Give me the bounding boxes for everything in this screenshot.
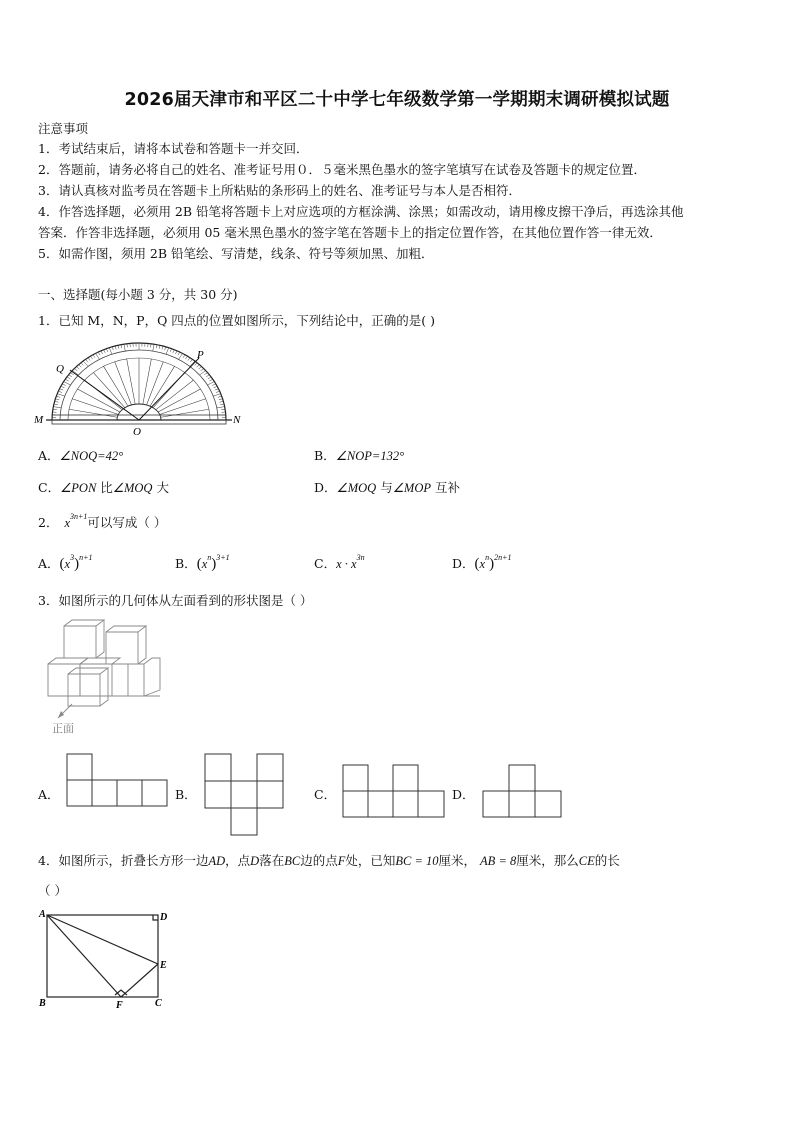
stem-text: ，点 (225, 853, 251, 868)
point-m-label: M (34, 414, 44, 426)
option-label: B． (175, 556, 197, 571)
option-angle-2: ∠MOQ (112, 481, 153, 495)
q1-option-a (38, 448, 123, 464)
math-point: D (250, 854, 260, 868)
question-number: 2． (38, 515, 59, 530)
stem-text: 落在 (259, 853, 285, 868)
q2-option-c (314, 553, 365, 572)
notice-item: 4．作答选择题，必须用 2B 铅笔将答题卡上对应选项的方框涂满、涂黑；如需改动，请用橡皮擦干净后，再选涂其他 (38, 204, 684, 219)
q3-option-c-figure (342, 764, 448, 820)
option-label: C． (38, 480, 61, 495)
stem-text: 处，已知 (345, 853, 396, 868)
solid-figure (44, 618, 170, 738)
point-a-label: A (39, 909, 46, 920)
q3-option-b-figure (204, 753, 286, 837)
point-n-label: N (233, 414, 241, 426)
option-angle-2: ∠MOP (392, 481, 431, 495)
math-inner-exponent: n (207, 553, 212, 562)
protractor-figure (34, 336, 244, 438)
question-1-stem: 1．已知 M，N，P，Q 四点的位置如图所示，下列结论中，正确的是( ) (38, 313, 436, 328)
option-label: D． (314, 480, 337, 495)
option-label: A． (38, 556, 60, 571)
option-angle-1: ∠MOQ (336, 481, 377, 495)
point-f-label: F (116, 1000, 123, 1010)
math-base: x (64, 557, 71, 571)
q3-option-c-label: C． (314, 787, 337, 802)
option-label: D． (452, 556, 475, 571)
math-outer-exponent: 3+1 (216, 553, 230, 562)
option-tail: 大 (152, 480, 169, 495)
math-exponent: 3n (356, 553, 365, 562)
question-3-stem: 3．如图所示的几何体从左面看到的形状图是（ ） (38, 593, 313, 608)
point-e-label: E (160, 960, 167, 971)
math-expression: x · x (336, 557, 357, 571)
math-inner-exponent: 3 (70, 553, 75, 562)
section-heading: 一、选择题(每小题 3 分，共 30 分) (38, 287, 238, 302)
q1-option-d (314, 480, 460, 496)
option-angle-1: ∠PON (60, 481, 97, 495)
question-4-stem (38, 853, 620, 869)
math-equation: BC = 10 (395, 854, 439, 868)
math-exponent: 3n+1 (70, 512, 88, 521)
option-label: C． (314, 556, 337, 571)
q3-option-a-label: A． (38, 787, 60, 802)
front-view-label: 正面 (52, 723, 74, 735)
option-text: ∠NOP=132° (335, 449, 405, 463)
option-connector: 与 (376, 480, 393, 495)
stem-text: 的长 (594, 853, 620, 868)
math-outer-exponent: n+1 (79, 553, 93, 562)
q3-option-a-figure (66, 753, 170, 809)
q1-option-c (38, 480, 169, 496)
question-2-stem (38, 512, 167, 531)
q3-option-d-label: D． (452, 787, 475, 802)
math-segment: AD (208, 854, 226, 868)
option-text: ∠NOQ=42° (59, 449, 124, 463)
notice-item: 3．请认真核对监考员在答题卡上所粘贴的条形码上的姓名、准考证号与本人是否相符． (38, 183, 521, 198)
point-d-label: D (160, 912, 168, 923)
stem-text: 厘米，那么 (516, 853, 579, 868)
notice-item: 1．考试结束后，请将本试卷和答题卡一并交回． (38, 141, 309, 156)
stem-text: 厘米， (438, 853, 477, 868)
option-tail: 互补 (430, 480, 460, 495)
point-o-label: O (133, 426, 141, 438)
math-base: x (479, 557, 486, 571)
q2-option-a: A．$(x^3)^{n+1}$ (38, 553, 93, 572)
math-point: F (337, 854, 346, 868)
stem-text: 4．如图所示，折叠长方形一边 (38, 853, 209, 868)
rectangle-fold-figure (36, 906, 172, 1010)
math-inner-exponent: n (485, 553, 490, 562)
question-4-paren: （ ） (38, 883, 67, 898)
math-segment: CE (578, 854, 595, 868)
q3-option-d-figure (482, 764, 564, 820)
q1-option-b (314, 448, 404, 464)
page-title: 2026届天津市和平区二十中学七年级数学第一学期期末调研模拟试题 (124, 90, 670, 110)
notice-item: 2．答题前，请务必将自己的姓名、准考证号用０．５毫米黑色墨水的签字笔填写在试卷及答题卡的规定位置． (38, 162, 646, 177)
stem-text: 边的点 (300, 853, 338, 868)
question-tail: 可以写成（ ） (87, 515, 167, 530)
q2-option-b: B．$(x^n)^{3+1}$ (175, 553, 230, 572)
math-equation: AB = 8 (480, 854, 517, 868)
point-p-label: P (197, 349, 204, 361)
q3-option-b-label: B． (175, 787, 197, 802)
q2-option-d: D．$(x^n)^{2n+1}$ (452, 553, 512, 572)
point-c-label: C (155, 998, 162, 1009)
option-label: A． (38, 448, 60, 463)
math-segment: BC (284, 854, 301, 868)
option-connector: 比 (96, 480, 113, 495)
point-q-label: Q (56, 363, 64, 375)
notice-heading: 注意事项 (38, 121, 89, 136)
notice-item: 答案．作答非选择题，必须用 05 毫米黑色墨水的签字笔在答题卡上的指定位置作答，在其他位置作答一律无效． (38, 225, 662, 240)
math-base: x (201, 557, 208, 571)
point-b-label: B (39, 998, 46, 1009)
notice-item: 5．如需作图，须用 2B 铅笔绘、写清楚，线条、符号等须加黑、加粗． (38, 246, 434, 261)
option-label: B． (314, 448, 336, 463)
math-base: x (64, 516, 71, 530)
math-outer-exponent: 2n+1 (494, 553, 512, 562)
